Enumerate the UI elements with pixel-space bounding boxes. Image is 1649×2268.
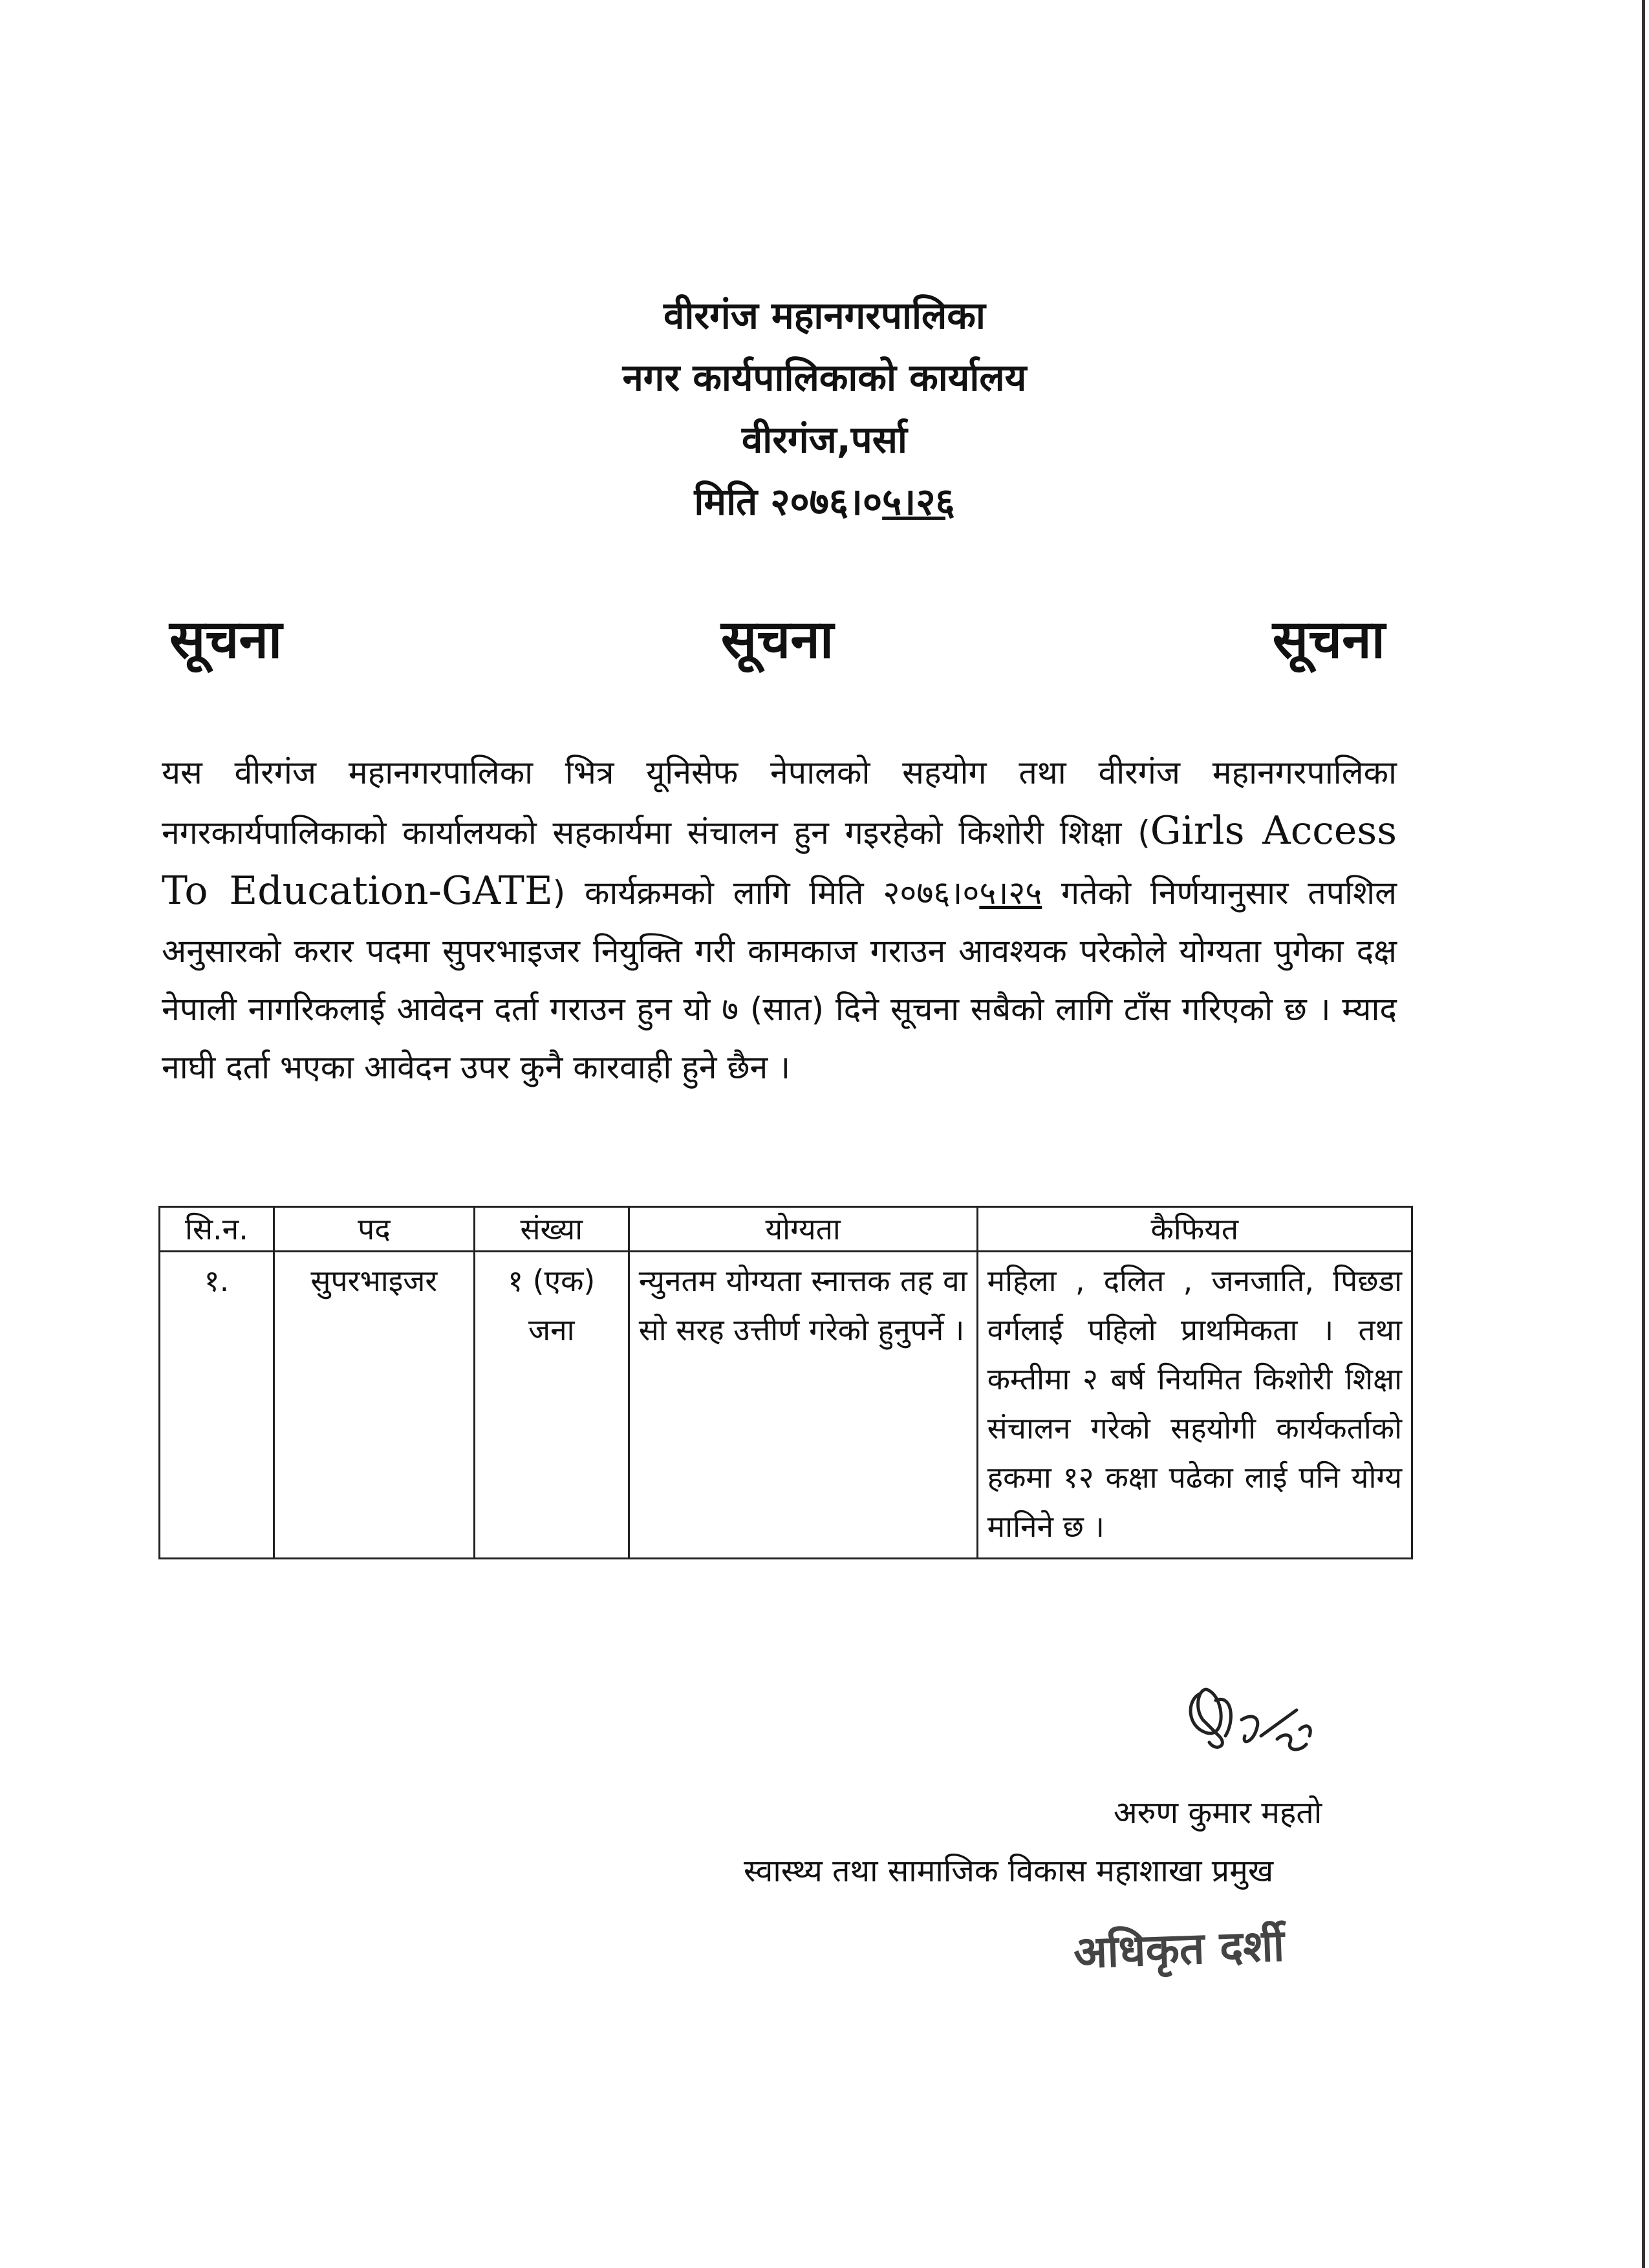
signatory-title: स्वास्थ्य तथा सामाजिक विकास महाशाखा प्रमुख bbox=[744, 1853, 1274, 1889]
issue-date-underlined: ५।२६ bbox=[882, 480, 955, 524]
header-qualification: योग्यता bbox=[629, 1207, 977, 1252]
table-header-row bbox=[160, 1207, 1412, 1252]
notice-heading-right: सूचना bbox=[1272, 609, 1385, 670]
header-count: संख्या bbox=[474, 1207, 629, 1252]
office-location: वीरगंज,पर्सा bbox=[742, 418, 907, 462]
org-name: वीरगंज महानगरपालिका bbox=[663, 294, 986, 337]
vacancy-table bbox=[158, 1206, 1413, 1559]
header-post: पद bbox=[274, 1207, 474, 1252]
notice-heading-row bbox=[169, 601, 1385, 674]
cell-count: १ (एक) जना bbox=[474, 1252, 629, 1559]
decision-date-underlined: ५।२५ bbox=[979, 874, 1042, 912]
issue-date bbox=[0, 471, 1649, 533]
notice-body bbox=[162, 744, 1397, 1097]
cell-qualification: न्युनतम योग्यता स्नात्तक तह वा सो सरह उत्तीर्ण गरेको हुनुपर्ने । bbox=[629, 1252, 977, 1559]
body-part-2: ) कार्यक्रमको लागि मिति २०७६।० bbox=[552, 874, 980, 912]
issue-date-prefix: मिति २०७६।० bbox=[694, 480, 883, 524]
notice-heading-left: सूचना bbox=[169, 609, 283, 670]
table-row bbox=[160, 1252, 1412, 1559]
body-part-1: यस वीरगंज महानगरपालिका भित्र यूनिसेफ नेपालको सहयोग तथा वीरगंज महानगरपालिका नगरकार्यपालिकाको कार्यालयको सहकार्यमा संचालन हुन गइरहेको किशोरी शिक्षा ( bbox=[162, 754, 1397, 851]
notice-heading-center: सूचना bbox=[720, 609, 834, 670]
cell-post: सुपरभाइजर bbox=[274, 1252, 474, 1559]
header-remarks: कैफियत bbox=[977, 1207, 1412, 1252]
signatory-name: अरुण कुमार महतो bbox=[1114, 1795, 1322, 1831]
cell-remarks: महिला , दलित , जनजाति, पिछडा वर्गलाई पहिलो प्राथमिकता । तथा कम्तीमा २ बर्ष नियमित किशोरी शिक्षा संचालन गरेको सहयोगी कार्यकर्ताको हकमा १२ कक्षा पढेका लाई पनि योग्य मानिने छ । bbox=[977, 1252, 1412, 1559]
handwritten-signature bbox=[1180, 1674, 1322, 1771]
header-serial: सि.न. bbox=[160, 1207, 274, 1252]
office-name: नगर कार्यपालिकाको कार्यालय bbox=[622, 356, 1027, 400]
program-name-english: Girls Access To Education-GATE bbox=[162, 808, 1397, 914]
official-stamp: अधिकृत दर्शी bbox=[1072, 1920, 1286, 1979]
letterhead bbox=[0, 284, 1649, 533]
body-part-3: गतेको निर्णयानुसार तपशिल अनुसारको करार पदमा सुपरभाइजर नियुक्ति गरी कामकाज गराउन आवश्यक परेकोले योग्यता पुगेका दक्ष नेपाली नागरिकलाई आवेदन दर्ता गराउन हुन यो ७ (सात) दिने सूचना सबैको लागि टाँस गरिएको छ । म्याद नाघी दर्ता भएका आवेदन उपर कुनै कारवाही हुने छैन । bbox=[162, 874, 1397, 1086]
cell-serial: १. bbox=[160, 1252, 274, 1559]
